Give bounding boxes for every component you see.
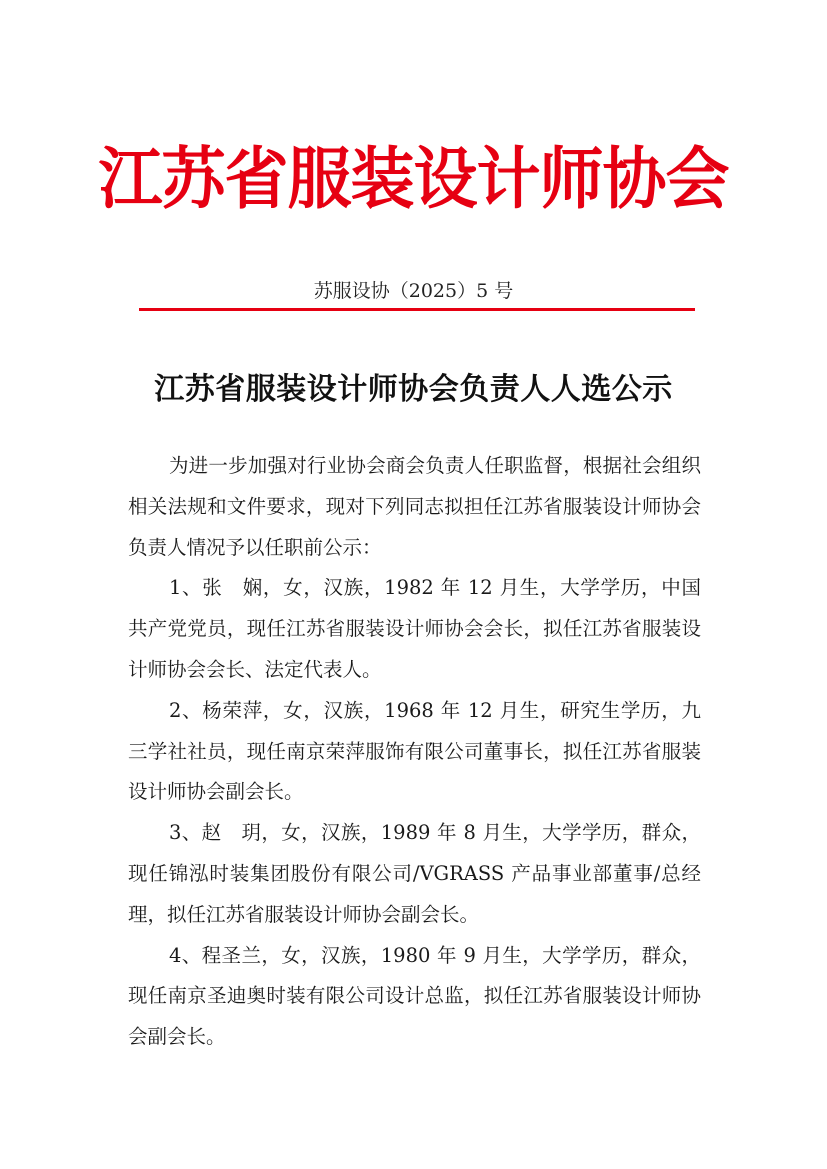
red-divider-line xyxy=(139,308,695,311)
document-body xyxy=(128,446,701,1058)
document-number: 苏服设协（2025）5 号 xyxy=(313,280,514,302)
candidate-paragraph-4: 4、程圣兰，女，汉族，1980 年 9 月生，大学学历，群众，现任南京圣迪奥时装有限公司设计总监，拟任江苏省服装设计师协会副会长。 xyxy=(128,943,701,1049)
document-title: 江苏省服装设计师协会负责人人选公示 xyxy=(154,372,673,407)
candidate-paragraph-3: 3、赵 玥，女，汉族，1989 年 8 月生，大学学历，群众，现任锦泓时装集团股份有限公司/VGRASS 产品事业部董事/总经理，拟任江苏省服装设计师协会副会长。 xyxy=(128,821,701,926)
intro-paragraph: 为进一步加强对行业协会商会负责人任职监督，根据社会组织相关法规和文件要求，现对下列同志拟担任江苏省服装设计师协会负责人情况予以任职前公示： xyxy=(128,454,701,559)
candidate-paragraph-1: 1、张 娴，女，汉族，1982 年 12 月生，大学学历，中国共产党党员，现任江苏省服装设计师协会会长，拟任江苏省服装设计师协会会长、法定代表人。 xyxy=(128,576,701,681)
candidate-paragraph-2: 2、杨荣萍，女，汉族，1968 年 12 月生，研究生学历，九三学社社员，现任南京荣萍服饰有限公司董事长，拟任江苏省服装设计师协会副会长。 xyxy=(128,698,701,804)
masthead-org-name: 江苏省服装设计师协会 xyxy=(98,140,729,219)
